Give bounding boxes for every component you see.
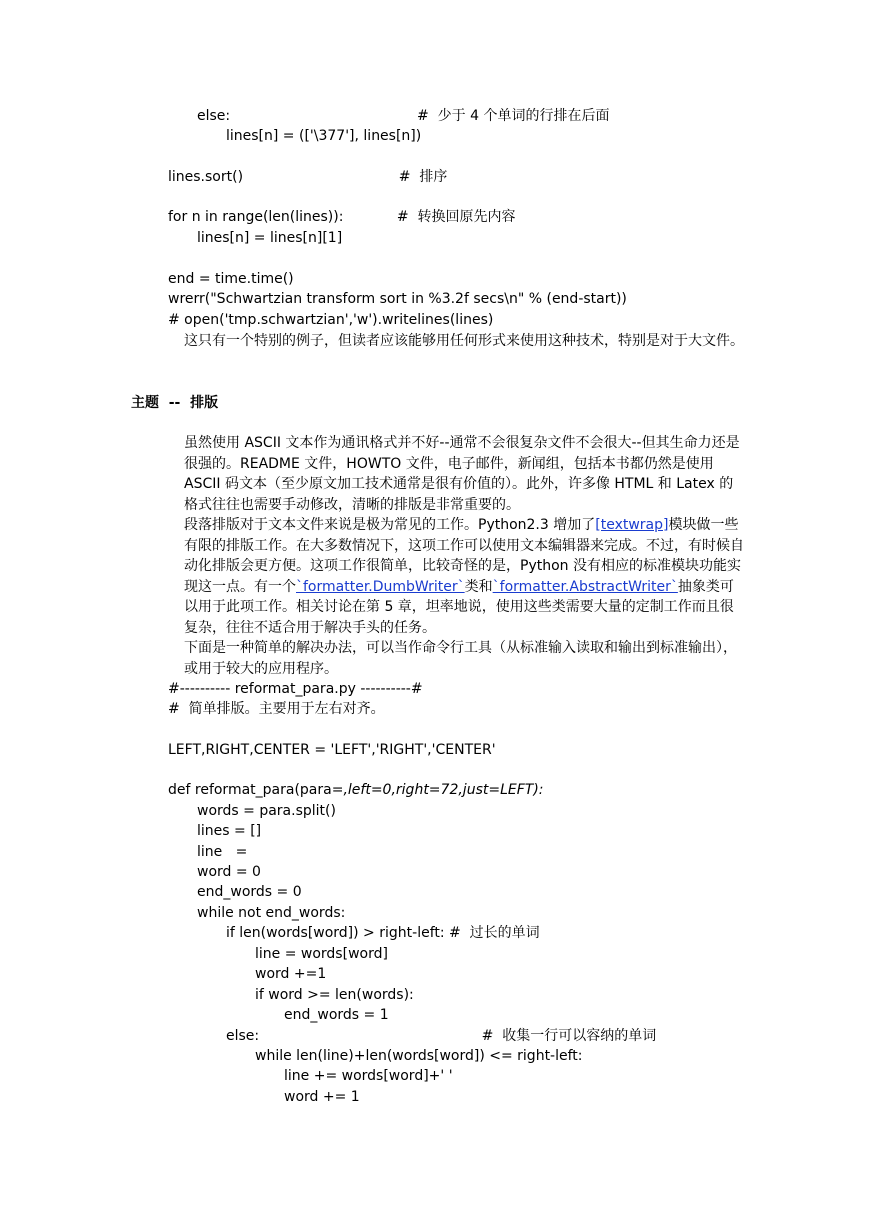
paragraph-text: 段落排版对于文本文件来说是极为常见的工作。Python2.3 增加了 [184,517,596,533]
code-line: end_words = 1 [284,1007,389,1023]
code-text: def reformat_para(para= [168,782,344,798]
code-line: lines[n] = (['\377'], lines[n]) [226,128,422,144]
code-line: word +=1 [255,966,327,982]
code-line: while len(line)+len(words[word]) <= right-left: [255,1048,583,1064]
code-line: line = [197,844,248,860]
paragraph-text: 抽象类可以用于此项工作。相关讨论在第 5 章，坦率地说，使用这些类需要大量的定制工作而且很复杂，往往不适合用于解决手头的任务。 [184,578,734,636]
code-line: words = para.split() [197,803,336,819]
code-line: word = 0 [197,864,261,880]
code-line: line = words[word] [255,946,388,962]
paragraph: 虽然使用 ASCII 文本作为通讯格式并不好--通常不会很复杂文件不会很大--但其生命力还是很强的。README 文件，HOWTO 文件，电子邮件，新闻组，包括本书都仍然是使用 ASCII 码文本（至少原文加工技术通常是很有价值的）。此外，许多像 HTML 和 Latex 的格式往往也需要手动修改，清晰的排版是非常重要的。 [184,435,740,513]
code-line: #---------- reformat_para.py ----------# [168,681,423,697]
abstractwriter-link[interactable]: `formatter.AbstractWriter` [492,578,678,595]
code-line: lines[n] = lines[n][1] [197,230,343,246]
paragraph-text: 模块做一些有限的排版工作。在大多数情况下，这项工作可以使用文本编辑器来完成。不过，有时候自动化排版会更方便。这项工作很简单，比较奇怪的是，Python 没有相应的标准模块功能实现这一点。有一个 [184,517,744,595]
code-line: line += words[word]+' ' [284,1068,453,1084]
code-line: while not end_words: [197,905,346,921]
dumbwriter-link[interactable]: `formatter.DumbWriter` [296,578,465,595]
section-heading: 主题 -- 排版 [131,395,219,411]
code-line: if word >= len(words): [255,987,414,1003]
note-paragraph: 这只有一个特别的例子，但读者应该能够用任何形式来使用这种技术，特别是对于大文件。 [184,333,744,349]
code-line: if len(words[word]) > right-left: # 过长的单词 [226,925,540,941]
code-line: else: # 少于 4 个单词的行排在后面 [197,108,610,124]
code-line: word += 1 [284,1089,360,1105]
code-line: lines = [] [197,823,262,839]
paragraph-text: 类和 [464,578,493,595]
code-line: LEFT,RIGHT,CENTER = 'LEFT','RIGHT','CENTER' [168,742,496,758]
code-line: end_words = 0 [197,884,302,900]
code-line [168,780,544,800]
code-line: for n in range(len(lines)): # 转换回原先内容 [168,209,516,225]
code-line: wrerr("Schwartzian transform sort in %3.2f secs\n" % (end-start)) [168,291,627,307]
code-line: else: # 收集一行可以容纳的单词 [226,1028,657,1044]
code-line: # open('tmp.schwartzian','w').writelines(lines) [168,312,494,328]
code-line: lines.sort() # 排序 [168,169,448,185]
paragraph: 下面是一种简单的解决办法，可以当作命令行工具（从标准输入读取和输出到标准输出），或用于较大的应用程序。 [184,640,737,677]
code-args: ,left=0,right=72,just=LEFT): [343,782,544,798]
paragraph [184,515,744,638]
code-line: end = time.time() [168,271,294,287]
textwrap-link[interactable]: [textwrap] [595,517,669,533]
code-line: # 简单排版。主要用于左右对齐。 [168,701,385,717]
